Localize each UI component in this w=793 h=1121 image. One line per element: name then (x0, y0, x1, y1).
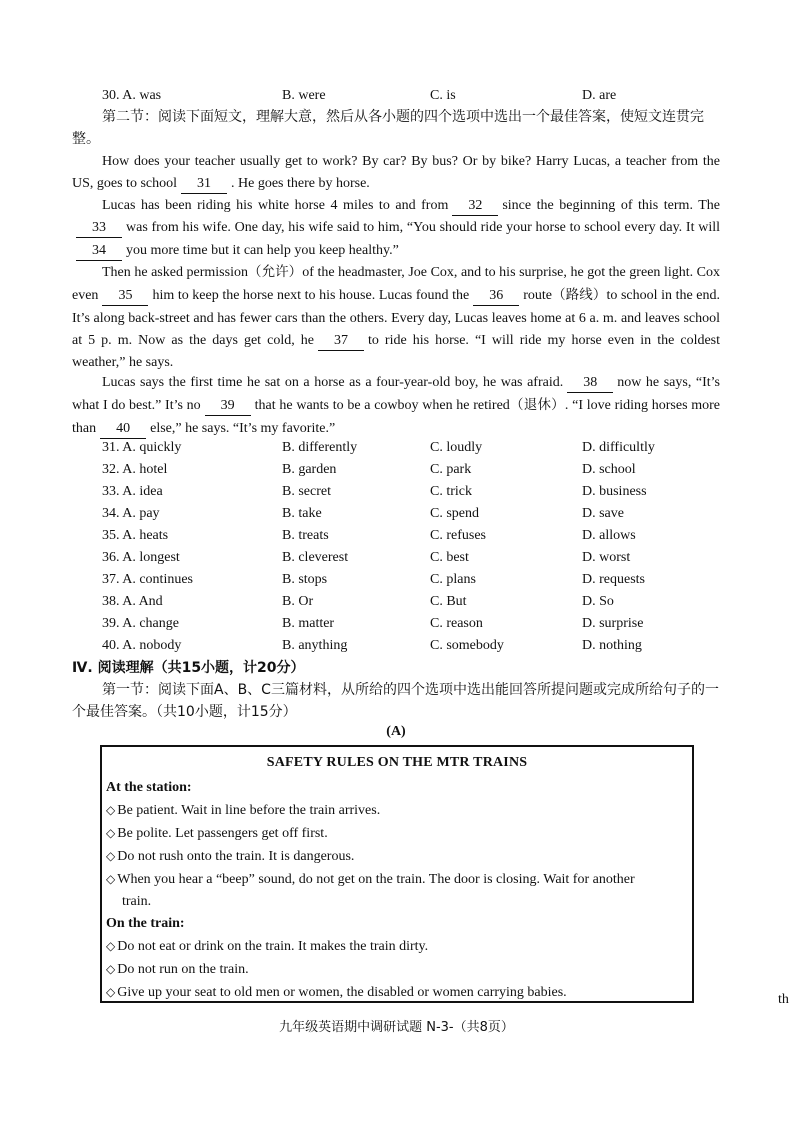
notice-title: SAFETY RULES ON THE MTR TRAINS (266, 755, 528, 770)
blank-32: 32 (452, 197, 498, 216)
part-4-section-1-instruction: 第一节：阅读下面A、B、C三篇材料，从所给的四个选项中选出能回答所提问题或完成所给句子的一个最佳答案。（共10小题，计15分） (72, 682, 719, 720)
rule-item: ◇ Give up your seat to old men or women, the disabled or women carrying babies. (106, 985, 567, 1000)
option-b: B. were (282, 88, 326, 103)
option-a: 33. A. idea (102, 484, 163, 499)
options-row-37 (102, 570, 702, 590)
blank-40: 40 (100, 420, 146, 439)
options-row-34 (102, 504, 702, 524)
passage-paragraph-4: Lucas says the first time he sat on a horse as a four-year-old boy, he was afraid. 38 now he says, “It’s what I do best.” It’s no 39 that he wants to be a cowboy when he retired（退休）. “I love riding horses more than 40 else,” he says. “It’s my favorite.” (72, 372, 720, 440)
blank-34: 34 (76, 242, 122, 261)
option-d: D. difficultly (582, 440, 655, 455)
options-row-33 (102, 482, 702, 502)
passage-paragraph-1: How does your teacher usually get to work? By car? By bus? Or by bike? Harry Lucas, a teacher from the US, goes to school 31 . He goes there by horse. (72, 151, 720, 196)
option-c: C. park (430, 462, 472, 477)
option-d: D. are (582, 88, 617, 103)
option-a: 30. A. was (102, 88, 162, 103)
option-b: B. differently (282, 440, 358, 455)
option-b: B. matter (282, 616, 335, 631)
option-d: D. school (582, 462, 636, 477)
rule-item: ◇ Be patient. Wait in line before the train arrives. (106, 803, 381, 818)
train-heading: On the train: (106, 916, 185, 931)
diamond-bullet-icon: ◇ (106, 849, 116, 863)
options-row-31 (102, 438, 702, 458)
options-row-35 (102, 526, 702, 546)
option-a: 39. A. change (102, 616, 179, 631)
rule-item: ◇ Do not eat or drink on the train. It makes the train dirty. (106, 939, 429, 954)
option-c: C. is (430, 88, 456, 103)
rule-item: ◇ Do not rush onto the train. It is dangerous. (106, 849, 355, 864)
option-a: 35. A. heats (102, 528, 169, 543)
option-d: D. allows (582, 528, 636, 543)
options-row-39 (102, 614, 702, 634)
option-c: C. trick (430, 484, 472, 499)
option-c: C. best (430, 550, 469, 565)
option-c: C. plans (430, 572, 476, 587)
option-c: C. But (430, 594, 467, 609)
diamond-bullet-icon: ◇ (106, 803, 116, 817)
option-b: B. treats (282, 528, 329, 543)
diamond-bullet-icon: ◇ (106, 962, 116, 976)
option-d: D. save (582, 506, 624, 521)
option-d: D. requests (582, 572, 645, 587)
rule-item: ◇ Be polite. Let passengers get off first. (106, 826, 328, 841)
option-a: 38. A. And (102, 594, 163, 609)
options-row-32 (102, 460, 702, 480)
option-c: C. refuses (430, 528, 486, 543)
blank-39: 39 (205, 397, 251, 416)
option-c: C. loudly (430, 440, 483, 455)
option-d: D. business (582, 484, 647, 499)
option-a: 32. A. hotel (102, 462, 168, 477)
diamond-bullet-icon: ◇ (106, 985, 116, 999)
option-b: B. take (282, 506, 322, 521)
option-c: C. spend (430, 506, 479, 521)
options-row-30 (102, 86, 702, 106)
option-b: B. garden (282, 462, 337, 477)
option-d: D. surprise (582, 616, 644, 631)
option-c: C. somebody (430, 638, 504, 653)
station-heading: At the station: (106, 780, 192, 795)
diamond-bullet-icon: ◇ (106, 939, 116, 953)
option-a: 36. A. longest (102, 550, 180, 565)
page-footer: 九年级英语期中调研试题 N-3-（共8页） (279, 1020, 514, 1035)
part-4-heading: Ⅳ. 阅读理解（共15小题，计20分） (72, 660, 305, 676)
blank-31: 31 (181, 175, 227, 194)
safety-rules-notice (100, 745, 694, 1003)
diamond-bullet-icon: ◇ (106, 872, 116, 886)
section-2-instruction: 第二节：阅读下面短文，理解大意，然后从各小题的四个选项中选出一个最佳答案，使短文连贯完整。 (72, 109, 704, 147)
option-c: C. reason (430, 616, 483, 631)
options-row-40 (102, 636, 702, 656)
option-b: B. anything (282, 638, 348, 653)
option-b: B. stops (282, 572, 328, 587)
blank-33: 33 (76, 219, 122, 238)
option-b: B. Or (282, 594, 314, 609)
rule-item: ◇ When you hear a “beep” sound, do not get on the train. The door is closing. Wait for another (106, 872, 635, 887)
option-a: 31. A. quickly (102, 440, 182, 455)
option-a: 37. A. continues (102, 572, 193, 587)
blank-37: 37 (318, 332, 364, 351)
blank-35: 35 (102, 287, 148, 306)
passage-paragraph-3: Then he asked permission（允许）of the headmaster, Joe Cox, and to his surprise, he got the green light. Cox even 35 him to keep the horse next to his house. Lucas found the 36 route（路线）to school in the end. It’s along back-street and has fewer cars than the others. Every day, Lucas leaves home at 6 a. m. and leaves school at 5 p. m. Now as the days get cold, he 37 to ride his horse. “I will ride my horse even in the coldest weather,” he says. (72, 264, 721, 371)
options-row-36 (102, 548, 702, 568)
option-d: D. So (582, 594, 614, 609)
blank-38: 38 (567, 374, 613, 393)
option-d: D. nothing (582, 638, 642, 653)
edge-text-fragment: th (778, 992, 789, 1007)
option-a: 40. A. nobody (102, 638, 182, 653)
rule-item: ◇ Do not run on the train. (106, 962, 249, 977)
option-a: 34. A. pay (102, 506, 160, 521)
diamond-bullet-icon: ◇ (106, 826, 116, 840)
passage-label-a: (A) (386, 724, 406, 739)
option-b: B. cleverest (282, 550, 349, 565)
rule-item-continued: train. (122, 894, 152, 909)
option-b: B. secret (282, 484, 331, 499)
option-d: D. worst (582, 550, 631, 565)
blank-36: 36 (473, 287, 519, 306)
options-row-38 (102, 592, 702, 612)
passage-paragraph-2: Lucas has been riding his white horse 4 miles to and from 32 since the beginning of this term. The33 was from his wife. One day, his wife said to him, “You should ride your horse to school every day. It will34 you more time but it can help you keep healthy.” (72, 195, 720, 262)
